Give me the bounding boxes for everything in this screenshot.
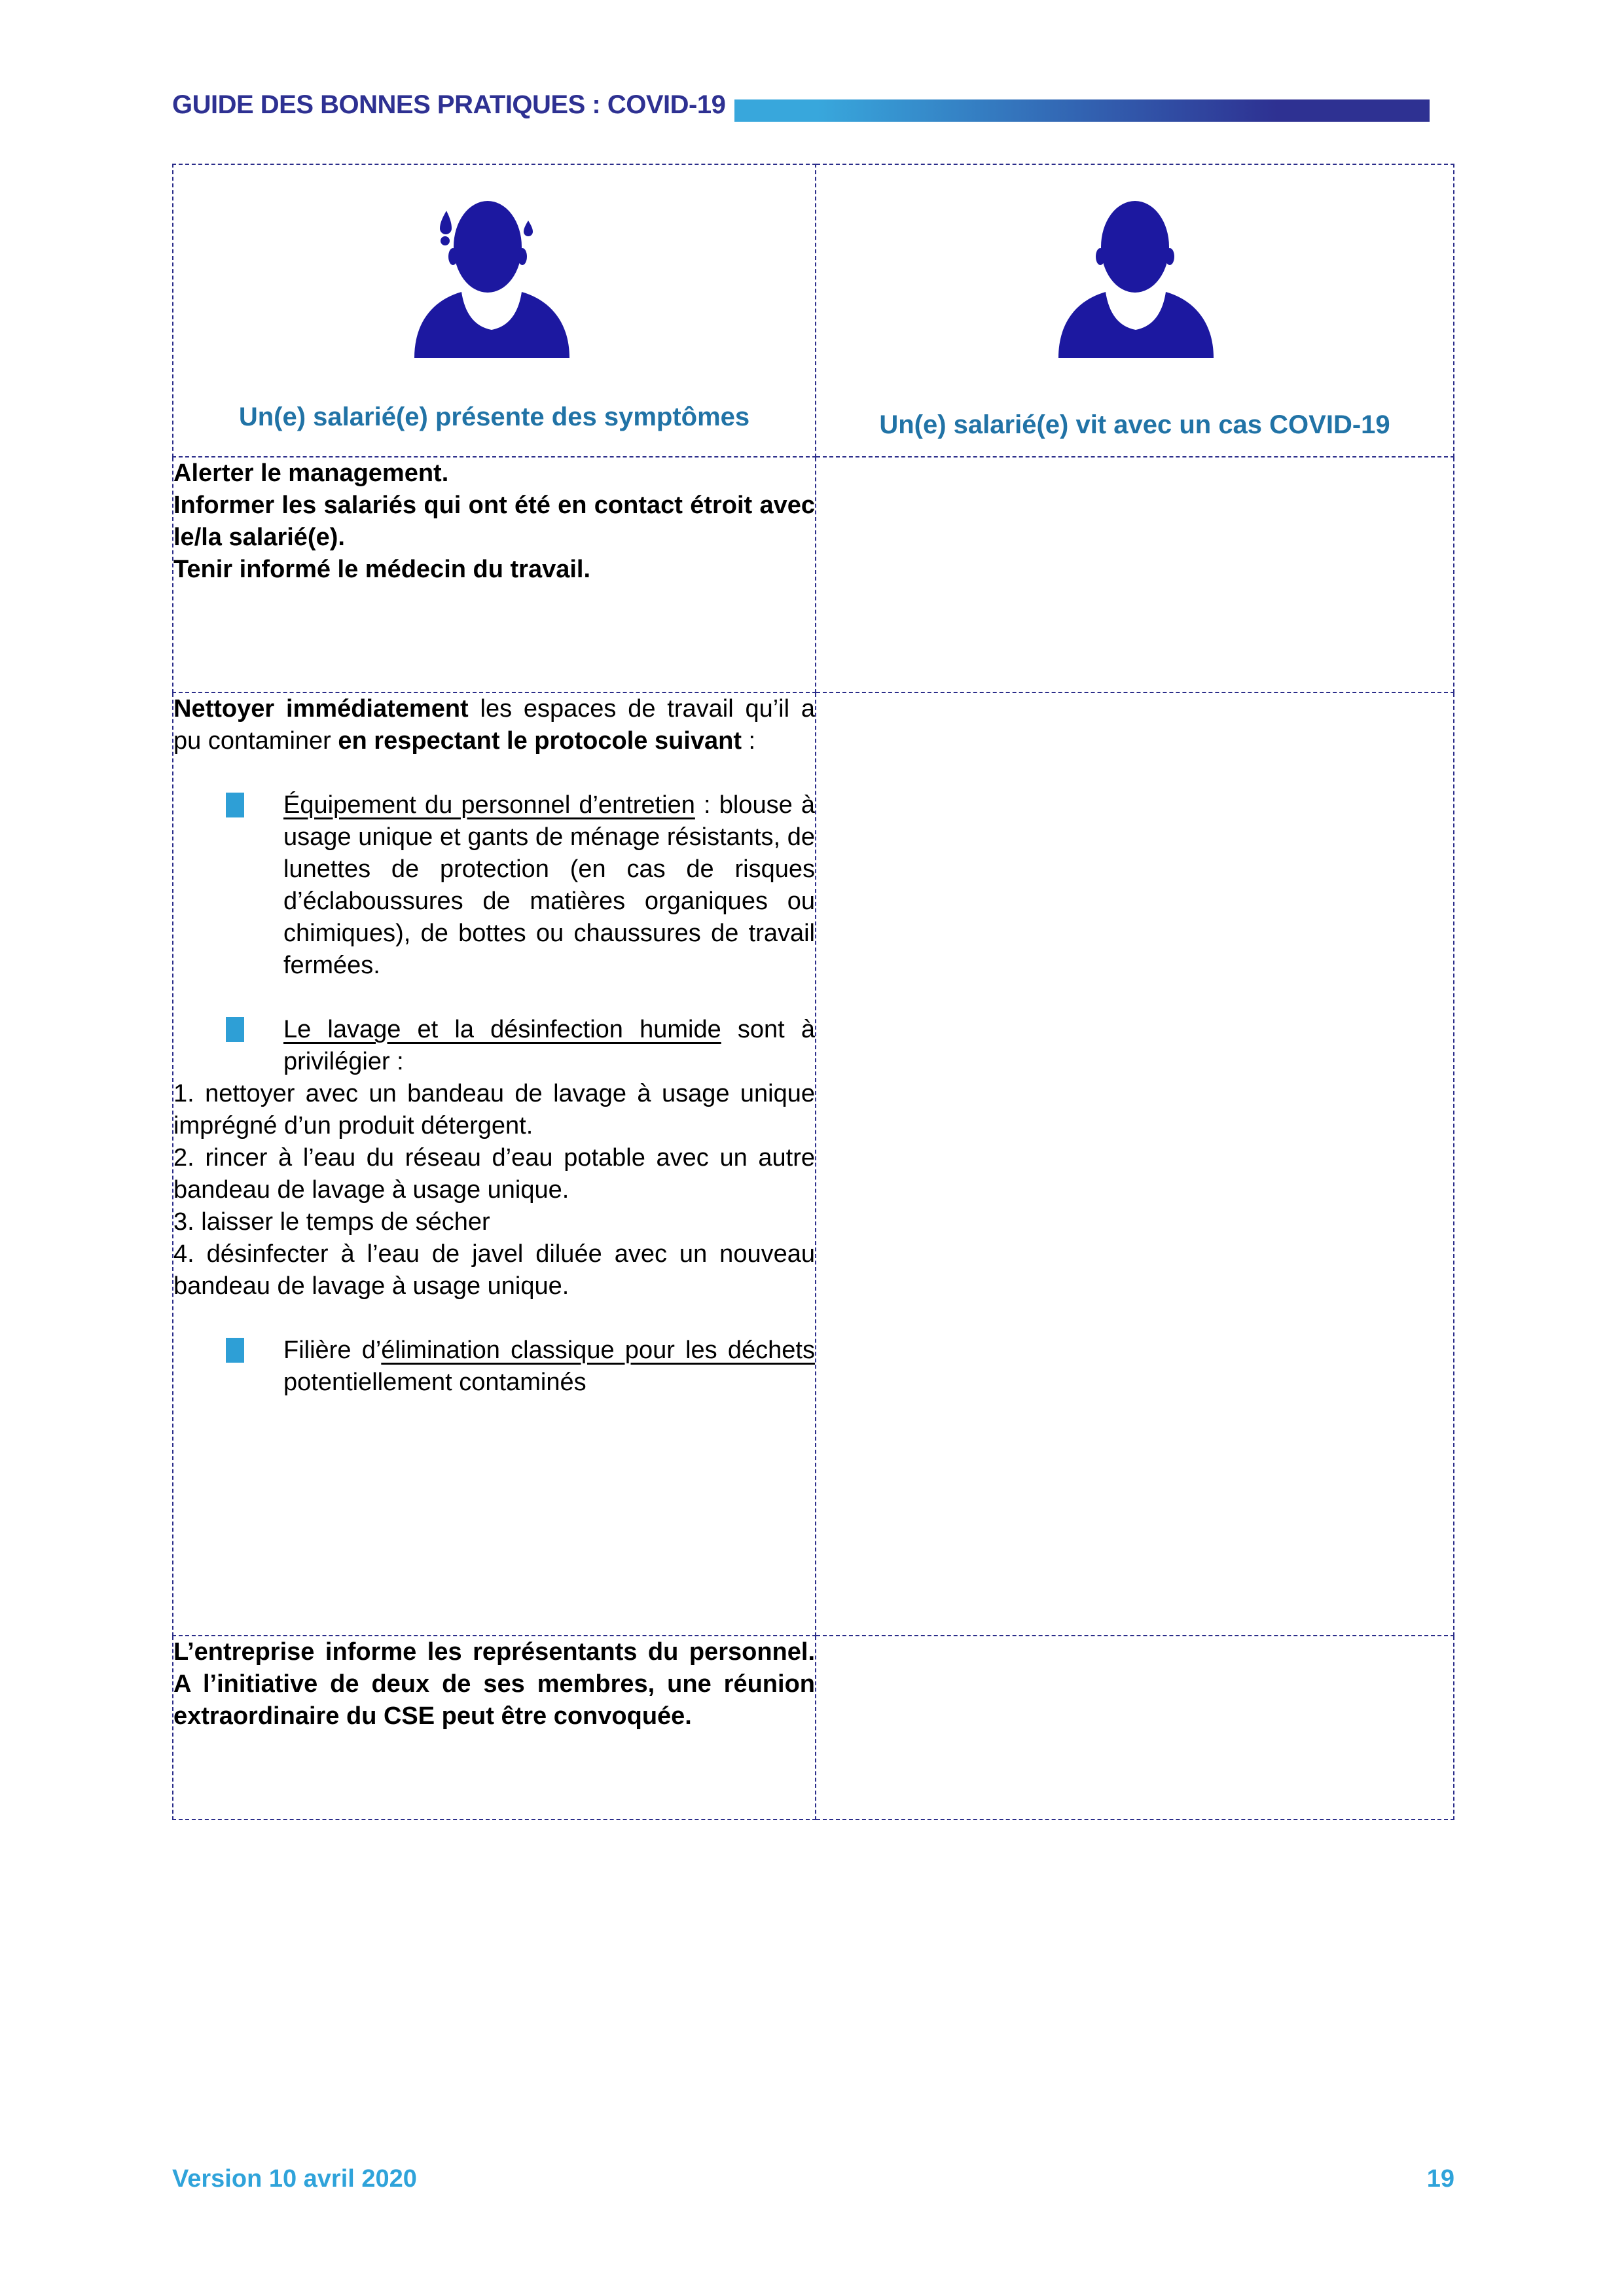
row-alert-management (173, 457, 1454, 692)
bullet-waste (173, 1335, 815, 1399)
bullet-equipment-text: blouse à usage unique et gants de ménage résistants, de lunettes de protection (en cas de risques d’éclaboussures de matières organiques ou chimiques), de bottes ou chaussures de travail fermées. (283, 791, 815, 979)
footer-page-number: 19 (1426, 2165, 1454, 2193)
row-cleaning-protocol (173, 692, 1454, 1636)
bullet-equipment-colon: : (695, 791, 719, 819)
step-4: 4. désinfecter à l’eau de javel diluée avec un nouveau bandeau de lavage à usage unique. (173, 1240, 815, 1300)
column-title-symptoms: Un(e) salarié(e) présente des symptômes (238, 403, 750, 431)
intro-regular-2: : (741, 727, 756, 755)
table-header-row (173, 164, 1454, 457)
square-bullet-icon (226, 1338, 244, 1363)
paragraph: L’entreprise informe les représentants du personnel. A l’initiative de deux de ses membres, une réunion extraordinaire du CSE peut être convoquée. (173, 1638, 815, 1730)
covid-protocol-table (172, 164, 1454, 1820)
intro-regular-1: les espaces de travail qu’il a pu contaminer (173, 695, 815, 755)
header-cell-symptoms (173, 164, 816, 457)
row-cse-information (173, 1636, 1454, 1820)
paragraph: Alerter le management. (173, 459, 449, 487)
step-3: 3. laisser le temps de sécher (173, 1208, 490, 1236)
step-2: 2. rincer à l’eau du réseau d’eau potable avec un autre bandeau de lavage à usage unique. (173, 1144, 815, 1204)
bullet-waste-text: potentiellement contaminés (283, 1369, 586, 1396)
paragraph: Tenir informé le médecin du travail. (173, 556, 591, 583)
bullet-equipment-underlined: Équipement du personnel d’entretien (283, 791, 695, 819)
intro-bold-1: Nettoyer immédiatement (173, 695, 469, 723)
icon-container (173, 199, 815, 359)
intro-bold-2: en respectant le protocole suivant (338, 727, 742, 755)
paragraph-intro (173, 693, 815, 757)
footer-version-label: Version 10 avril 2020 (172, 2165, 417, 2193)
empty-cell-right-cse (816, 1636, 1454, 1820)
bullet-waste-regular: Filière d’ (283, 1336, 382, 1364)
cell-alert-management (173, 457, 816, 692)
bullet-washing-underlined: Le lavage et la désinfection humide (283, 1016, 721, 1043)
step-1: 1. nettoyer avec un bandeau de lavage à usage unique imprégné d’un produit détergent. (173, 1080, 815, 1139)
icon-container (816, 199, 1453, 359)
square-bullet-icon (226, 1017, 244, 1042)
empty-cell-right-alert (816, 457, 1454, 692)
person-bust-icon (1053, 199, 1217, 359)
bullet-equipment (173, 789, 815, 982)
paragraph: Informer les salariés qui ont été en contact étroit avec le/la salarié(e). (173, 492, 815, 551)
page-title: GUIDE DES BONNES PRATIQUES : COVID-19 (172, 90, 726, 119)
bullet-washing (173, 1014, 815, 1078)
person-with-sweat-drops-icon (412, 199, 576, 359)
square-bullet-icon (226, 793, 244, 817)
header-cell-covid-case (816, 164, 1454, 457)
bullet-waste-underlined: élimination classique pour les déchets (381, 1336, 815, 1364)
header-gradient-bar (734, 99, 1430, 122)
column-title-covid-case: Un(e) salarié(e) vit avec un cas COVID-19 (879, 410, 1390, 439)
bullet-washing-text: sont à privilégier : (283, 1016, 815, 1075)
cell-cse-information (173, 1636, 816, 1820)
cell-cleaning-protocol (173, 692, 816, 1636)
empty-cell-right-cleaning (816, 692, 1454, 1636)
